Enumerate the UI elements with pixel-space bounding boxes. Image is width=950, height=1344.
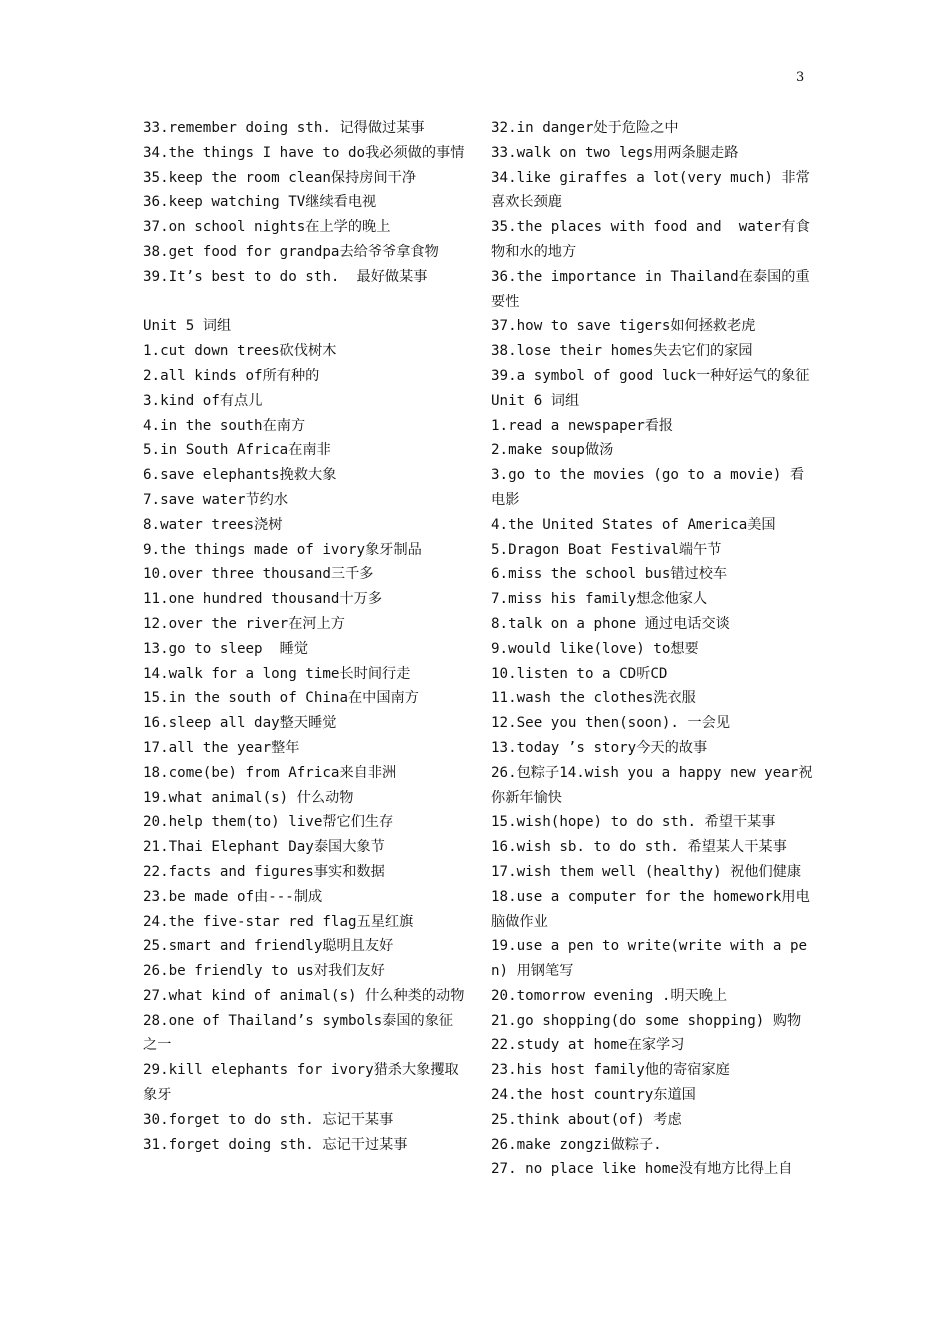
- left-phrase-line: [143, 290, 465, 315]
- left-phrase-line: 38.get food for grandpa去给爷爷拿食物: [143, 243, 439, 260]
- right-phrase-line: 12.See you then(soon). 一会见: [491, 715, 731, 732]
- left-phrase-line: 2.all kinds of所有种的: [143, 367, 320, 384]
- right-phrase-line: 26.make zongzi做粽子.: [491, 1136, 662, 1153]
- left-phrase-line: 16.sleep all day整天睡觉: [143, 715, 337, 732]
- right-phrase-line: 15.wish(hope) to do sth. 希望干某事: [491, 814, 776, 831]
- left-phrase-line: 20.help them(to) live帮它们生存: [143, 814, 394, 831]
- left-phrase-line: 9.the things made of ivory象牙制品: [143, 541, 422, 558]
- left-phrase-line: 29.kill elephants for ivory猎杀大象攫取象牙: [143, 1062, 459, 1104]
- left-phrase-line: 7.save water节约水: [143, 491, 289, 508]
- left-phrase-line: 37.on school nights在上学的晚上: [143, 219, 391, 236]
- right-phrase-line: 32.in danger处于危险之中: [491, 120, 679, 136]
- right-column: [491, 116, 813, 1182]
- left-phrase-line: 25.smart and friendly聪明且友好: [143, 938, 394, 955]
- left-phrase-line: 17.all the year整年: [143, 739, 300, 756]
- right-phrase-line: 20.tomorrow evening .明天晚上: [491, 987, 728, 1004]
- right-phrase-line: 9.would like(love) to想要: [491, 640, 699, 657]
- right-phrase-line: 10.listen to a CD听CD: [491, 665, 668, 682]
- left-phrase-line: 23.be made of由---制成: [143, 888, 323, 905]
- right-phrase-line: Unit 6 词组: [491, 392, 580, 409]
- right-phrase-line: 35.the places with food and water有食物和水的地方: [491, 219, 810, 260]
- right-phrase-line: 25.think about(of) 考虑: [491, 1111, 682, 1128]
- left-phrase-line: 1.cut down trees砍伐树木: [143, 343, 337, 360]
- left-phrase-line: 33.remember doing sth. 记得做过某事: [143, 120, 425, 136]
- right-phrase-line: 33.walk on two legs用两条腿走路: [491, 144, 739, 161]
- right-phrase-line: 3.go to the movies (go to a movie) 看电影: [491, 467, 805, 508]
- right-phrase-line: 39.a symbol of good luck一种好运气的象征: [491, 367, 810, 384]
- right-phrase-line: 38.lose their homes失去它们的家园: [491, 343, 753, 360]
- page-number: 3: [796, 70, 805, 85]
- left-phrase-line: 14.walk for a long time长时间行走: [143, 665, 411, 682]
- right-phrase-line: 37.how to save tigers如何拯救老虎: [491, 318, 756, 335]
- right-phrase-line: 19.use a pen to write(write with a pen) 用钢笔写: [491, 938, 808, 980]
- right-phrase-line: 5.Dragon Boat Festival端午节: [491, 541, 722, 558]
- left-phrase-line: 28.one of Thailand’s symbols泰国的象征之一: [143, 1012, 454, 1054]
- right-phrase-line: 23.his host family他的寄宿家庭: [491, 1062, 730, 1079]
- left-phrase-line: 21.Thai Elephant Day泰国大象节: [143, 839, 385, 856]
- right-phrase-line: 34.like giraffes a lot(very much) 非常喜欢长颈鹿: [491, 169, 810, 211]
- left-phrase-line: 27.what kind of animal(s) 什么种类的动物: [143, 987, 465, 1004]
- right-phrase-line: 27. no place like home没有地方比得上自: [491, 1161, 793, 1178]
- right-phrase-line: 17.wish them well (healthy) 祝他们健康: [491, 863, 802, 880]
- left-phrase-line: 5.in South Africa在南非: [143, 442, 331, 459]
- right-phrase-line: 16.wish sb. to do sth. 希望某人干某事: [491, 839, 787, 856]
- right-phrase-line: 18.use a computer for the homework用电脑做作业: [491, 888, 810, 930]
- left-phrase-line: 34.the things I have to do我必须做的事情: [143, 144, 465, 161]
- right-phrase-line: 26.包粽子14.wish you a happy new year祝你新年愉快: [491, 764, 813, 806]
- right-phrase-line: 36.the importance in Thailand在泰国的重要性: [491, 268, 810, 310]
- left-phrase-line: 22.facts and figures事实和数据: [143, 863, 385, 880]
- left-phrase-line: 24.the five-star red flag五星红旗: [143, 913, 414, 930]
- left-phrase-line: 6.save elephants挽救大象: [143, 467, 337, 484]
- left-phrase-line: 39.It’s best to do sth. 最好做某事: [143, 268, 428, 285]
- right-phrase-line: 22.study at home在家学习: [491, 1037, 685, 1054]
- right-phrase-line: 21.go shopping(do some shopping) 购物: [491, 1012, 802, 1029]
- left-phrase-line: 19.what animal(s) 什么动物: [143, 789, 354, 806]
- left-phrase-line: 15.in the south of China在中国南方: [143, 690, 419, 707]
- left-phrase-line: 35.keep the room clean保持房间干净: [143, 169, 417, 186]
- left-phrase-line: Unit 5 词组: [143, 318, 232, 335]
- left-phrase-line: 12.over the river在河上方: [143, 615, 345, 632]
- left-phrase-line: 31.forget doing sth. 忘记干过某事: [143, 1136, 408, 1153]
- left-phrase-line: 30.forget to do sth. 忘记干某事: [143, 1111, 394, 1128]
- right-phrase-line: 8.talk on a phone 通过电话交谈: [491, 615, 730, 632]
- right-phrase-line: 6.miss the school bus错过校车: [491, 566, 728, 583]
- right-phrase-line: 11.wash the clothes洗衣服: [491, 690, 696, 707]
- right-phrase-line: 13.today ’s story今天的故事: [491, 739, 708, 756]
- left-phrase-line: 11.one hundred thousand十万多: [143, 591, 383, 608]
- right-phrase-line: 1.read a newspaper看报: [491, 417, 674, 434]
- right-phrase-line: 24.the host country东道国: [491, 1087, 696, 1104]
- left-column: [143, 116, 465, 1157]
- left-phrase-line: 36.keep watching TV继续看电视: [143, 194, 377, 211]
- left-phrase-line: 8.water trees浇树: [143, 516, 283, 533]
- left-phrase-line: 4.in the south在南方: [143, 417, 306, 434]
- right-phrase-line: 7.miss his family想念他家人: [491, 591, 708, 608]
- left-phrase-line: 18.come(be) from Africa来自非洲: [143, 764, 397, 781]
- right-phrase-line: 4.the United States of America美国: [491, 516, 776, 533]
- left-phrase-line: 3.kind of有点儿: [143, 392, 263, 409]
- right-phrase-line: 2.make soup做汤: [491, 442, 614, 459]
- left-phrase-line: 10.over three thousand三千多: [143, 566, 374, 583]
- left-phrase-line: 26.be friendly to us对我们友好: [143, 963, 385, 980]
- left-phrase-line: 13.go to sleep 睡觉: [143, 640, 309, 657]
